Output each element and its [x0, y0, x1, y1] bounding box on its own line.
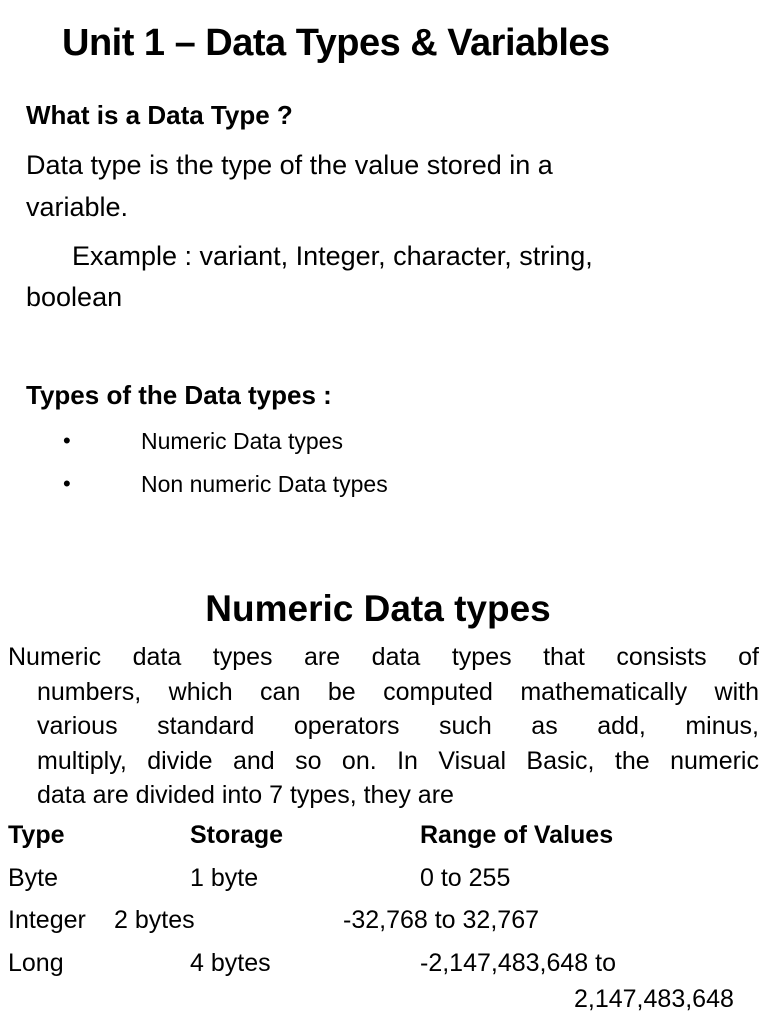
bullet-marker: • — [63, 428, 71, 453]
example-line-2: boolean — [26, 282, 123, 312]
table-cell-type: Integer — [8, 906, 86, 934]
bullet-numeric: Numeric Data types — [141, 428, 343, 454]
table-cell-type: Long — [8, 949, 64, 977]
table-header-storage: Storage — [190, 821, 284, 849]
definition-line-1: Data type is the type of the value stored in a — [26, 150, 553, 180]
page-title: Unit 1 – Data Types & Variables — [62, 22, 610, 64]
table-header-range: Range of Values — [420, 821, 614, 849]
paragraph-line: Numeric data types are data types that consists of — [8, 643, 759, 671]
paragraph-line: various standard operators such as add, minus, — [37, 712, 759, 740]
types-heading: Types of the Data types : — [26, 380, 332, 410]
table-cell-range: 0 to 255 — [420, 864, 511, 892]
numeric-section-title: Numeric Data types — [205, 588, 551, 629]
bullet-non-numeric: Non numeric Data types — [141, 471, 388, 497]
paragraph-line: numbers, which can be computed mathematically with — [37, 677, 759, 706]
table-cell-storage: 2 bytes — [114, 906, 195, 934]
bullet-marker: • — [63, 471, 71, 496]
table-cell-storage: 1 byte — [190, 864, 259, 892]
definition-line-2: variable. — [26, 192, 129, 222]
example-line-1: Example : variant, Integer, character, string, — [72, 241, 593, 271]
data-type-question: What is a Data Type ? — [26, 100, 293, 130]
table-cell-range-continued: 2,147,483,648 — [574, 985, 734, 1013]
numeric-description — [8, 640, 759, 813]
table-cell-type: Byte — [8, 864, 59, 892]
table-header-type: Type — [8, 821, 65, 849]
paragraph-line: multiply, divide and so on. In Visual Basic, the numeric — [37, 746, 759, 775]
table-cell-range: -2,147,483,648 to — [420, 949, 616, 977]
paragraph-line: data are divided into 7 types, they are — [37, 781, 454, 809]
table-cell-storage: 4 bytes — [190, 949, 271, 977]
table-cell-range: -32,768 to 32,767 — [343, 906, 539, 934]
